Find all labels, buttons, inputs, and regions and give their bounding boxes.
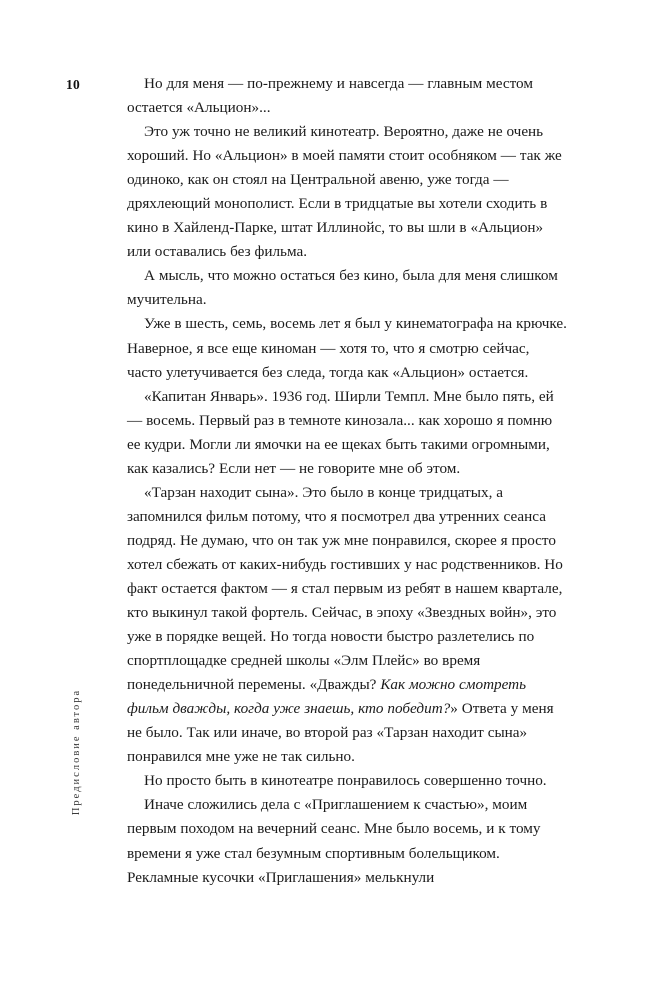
roman-run: » Ответа у меня не было. Так или иначе, во второй раз «Тарзан находит сына» понравился мне уже не так сильно. (127, 700, 554, 766)
roman-run: «Тарзан находит сына». Это было в конце тридцатых, а запомнился фильм потому, что я посмотрел два утренних сеанса подряд. Не думаю, что он так уж мне понравился, скорее я просто хотел сбежать от каких-нибудь гостивших у нас родственников. Но факт остается фактом — я стал первым из ребят в нашем квартале, кто выкинул такой фортель. Сейчас, в эпоху «Звездных войн», это уже в порядке вещей. Но тогда новости быстро разлетелись по спортплощадке средней школы «Элм Плейс» во время понедельничной перемены. «Дважды? (127, 483, 563, 694)
paragraph: Иначе сложились дела с «Приглашением к счастью», моим первым походом на вечерний сеанс. Мне было восемь, и к тому времени я уже стал безумным спортивным болельщиком. Рекламные кусочки «Приглашения» мелькнули (127, 796, 541, 886)
paragraph: «Капитан Январь». 1936 год. Ширли Темпл. Мне было пять, ей — восемь. Первый раз в темноте кинозала... как хорошо я помню ее кудри. Могли ли ямочки на ее щеках быть такими огромными, как казались? Если нет — не говорите мне об этом. (127, 387, 554, 477)
page-number: 10 (66, 77, 81, 92)
paragraph: Но для меня — по-прежнему и навсегда — главным местом остается «Альцион»... (127, 75, 533, 117)
body-text-block (127, 72, 567, 890)
paragraph: Но просто быть в кинотеатре понравилось совершенно точно. (144, 772, 547, 790)
paragraph: Уже в шесть, семь, восемь лет я был у кинематографа на крючке. Наверное, я все еще киноман — хотя то, что я смотрю сейчас, часто улетучивается без следа, тогда как «Альцион» остается. (127, 315, 567, 381)
italic-run: Как можно смотреть фильм дважды, когда уже знаешь, кто победит? (127, 676, 527, 718)
paragraph-with-italic (127, 481, 567, 770)
paragraph: Это уж точно не великий кинотеатр. Вероятно, даже не очень хороший. Но «Альцион» в моей памяти стоит особняком — так же одиноко, как он стоял на Центральной авеню, уже тогда — дряхлеющий монополист. Если в тридцатые вы хотели сходить в кино в Хайленд-Парке, штат Иллинойс, то вы шли в «Альцион» или оставались без фильма. (127, 123, 562, 261)
paragraph: А мысль, что можно остаться без кино, была для меня слишком мучительна. (127, 267, 558, 309)
running-head-label: Предисловие автора (70, 688, 82, 816)
